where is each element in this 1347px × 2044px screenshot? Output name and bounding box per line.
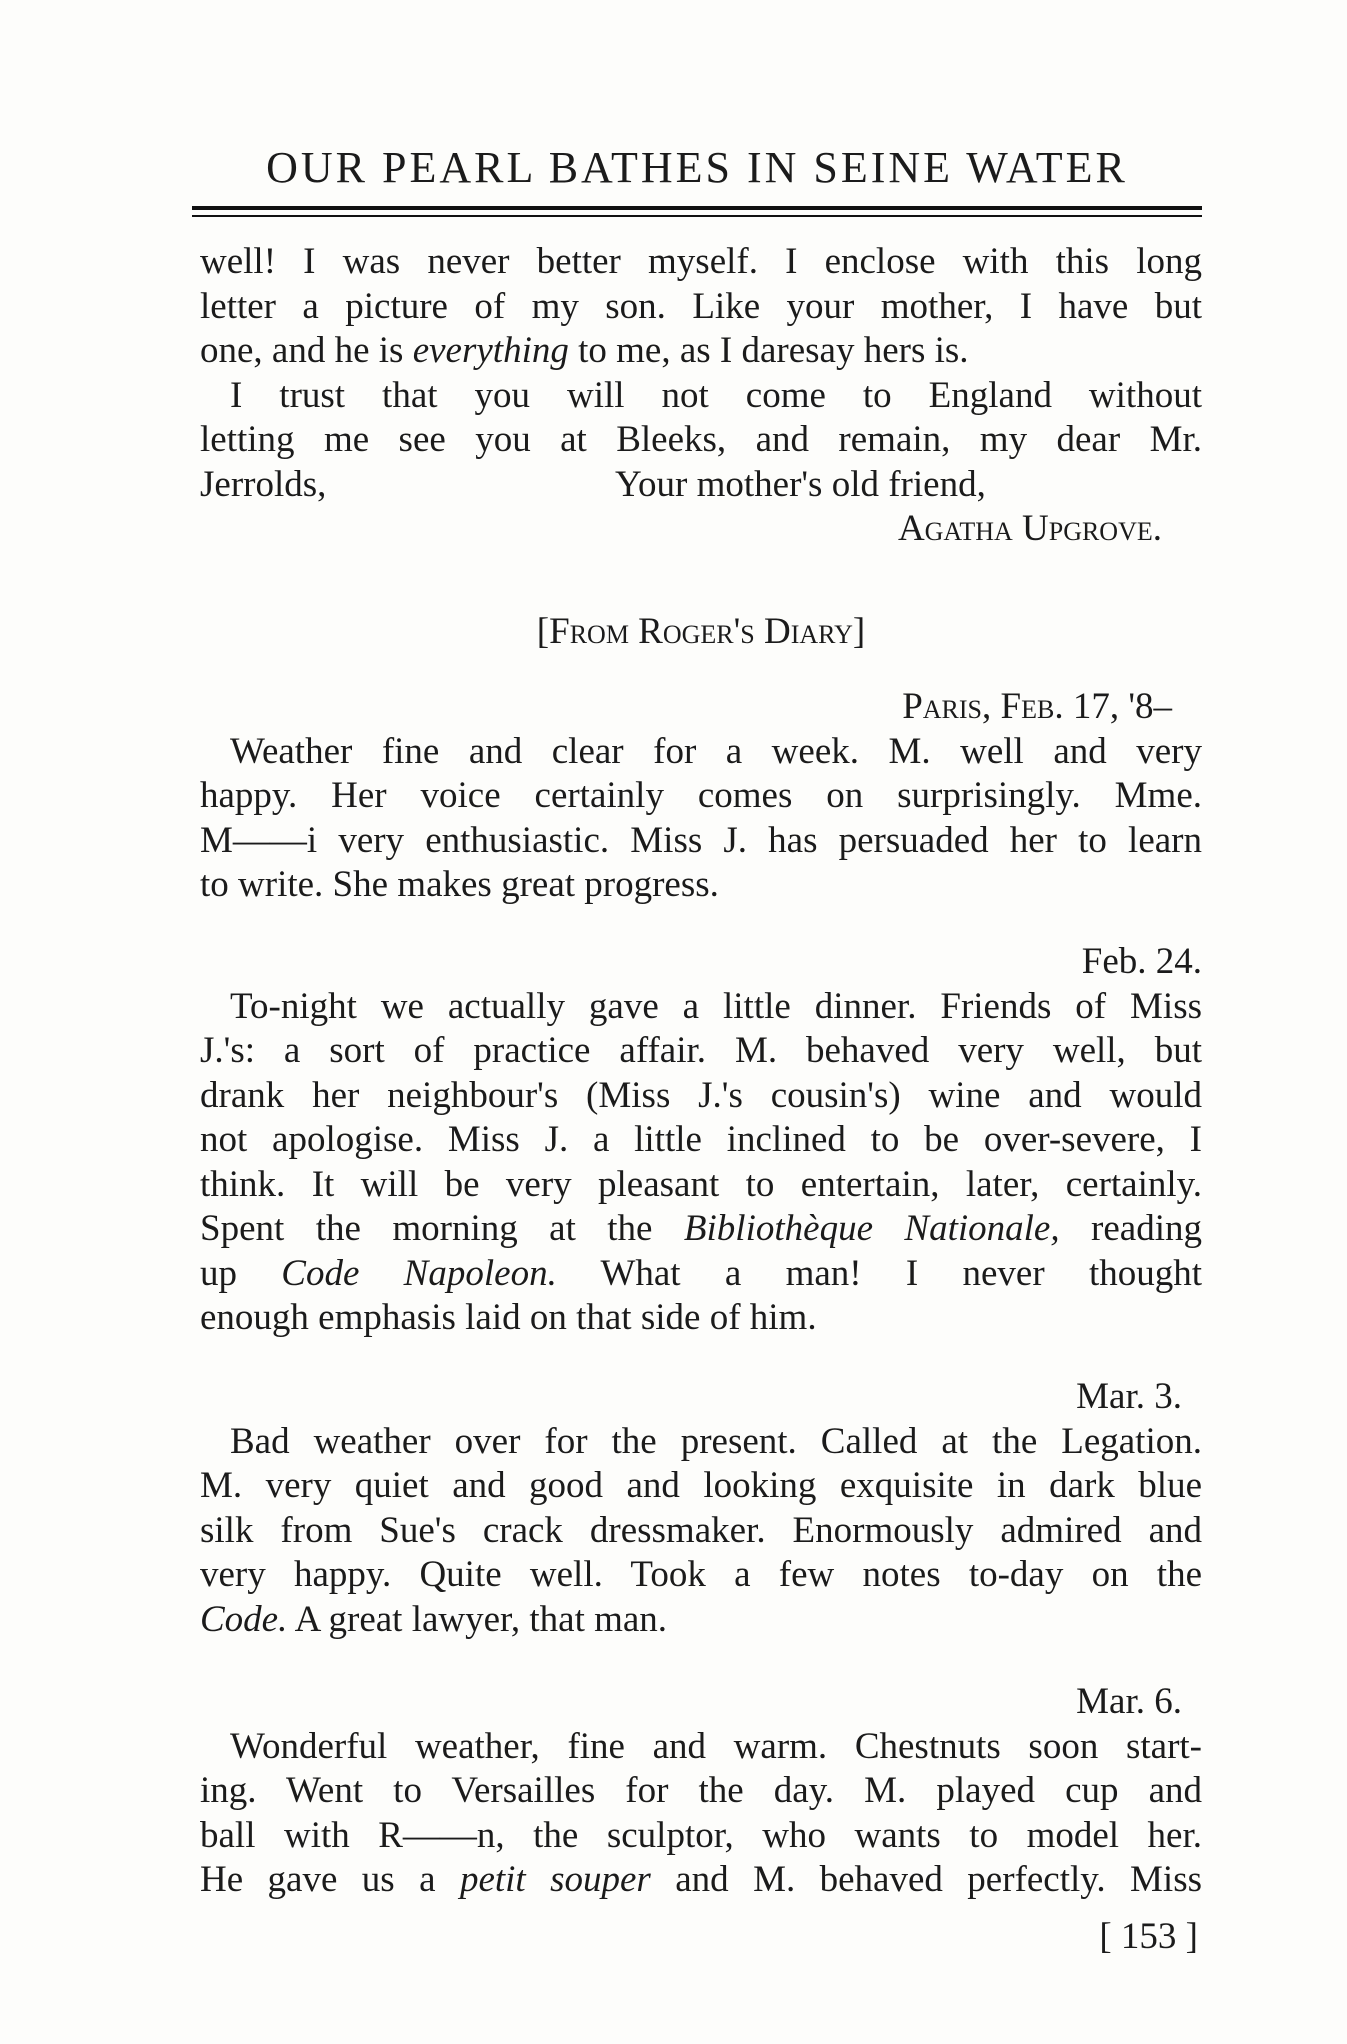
- entry-date: Mar. 3.: [1076, 1376, 1182, 1417]
- letter-body: [200, 240, 1202, 552]
- emphasis: Code.: [200, 1598, 288, 1640]
- running-head: OUR PEARL BATHES IN SEINE WATER: [266, 143, 1128, 192]
- entry-date: Feb. 24.: [1081, 941, 1202, 982]
- text-line: not apologise. Miss J. a little inclined to be over-severe, I: [200, 1119, 1202, 1160]
- emphasis: Code Napoleon.: [281, 1252, 557, 1294]
- text-line: very happy. Quite well. Took a few notes to-day on the: [200, 1554, 1202, 1595]
- diary-entry-feb17: [200, 685, 1202, 908]
- closing: Your mother's old friend,: [615, 463, 986, 505]
- text-line: letter a picture of my son. Like your mother, I have but: [200, 285, 1202, 327]
- text-line: ball with R——n, the sculptor, who wants to model her.: [200, 1814, 1202, 1856]
- text-line: He gave us a petit souper and M. behaved perfectly. Miss: [200, 1859, 1202, 1900]
- text-line: happy. Her voice certainly comes on surprisingly. Mme.: [200, 775, 1202, 816]
- text-line: well! I was never better myself. I enclose with this long: [200, 241, 1202, 282]
- diary-heading: [From Roger's Diary]: [536, 611, 866, 652]
- entry-date: Mar. 6.: [1076, 1681, 1182, 1722]
- text-line: to write. She makes great progress.: [200, 864, 719, 905]
- header-rule-thick: [192, 206, 1202, 210]
- diary-entry-feb24: [200, 940, 1202, 1341]
- emphasis: petit souper: [459, 1859, 651, 1900]
- text-line: enough emphasis laid on that side of him.: [200, 1297, 817, 1338]
- text-line: ing. Went to Versailles for the day. M. played cup and: [200, 1770, 1202, 1811]
- text-line: I trust that you will not come to England without: [230, 374, 1202, 416]
- text-line: M. very quiet and good and looking exquisite in dark blue: [200, 1465, 1202, 1506]
- text-line: [200, 463, 1202, 508]
- text-line: Weather fine and clear for a week. M. well and very: [230, 730, 1202, 772]
- diary-entry-mar3: [200, 1375, 1202, 1642]
- text-line: letting me see you at Bleeks, and remain, my dear Mr.: [200, 419, 1202, 460]
- text-line: To-night we actually gave a little dinner. Friends of Miss: [230, 985, 1202, 1027]
- text-line: Bad weather over for the present. Called at the Legation.: [230, 1420, 1202, 1462]
- text-line: one, and he is everything to me, as I daresay hers is.: [200, 330, 969, 371]
- page-number: [ 153 ]: [1099, 1916, 1198, 1957]
- text-line: think. It will be very pleasant to entertain, later, certainly.: [200, 1163, 1202, 1205]
- text-line: M——i very enthusiastic. Miss J. has persuaded her to learn: [200, 819, 1202, 861]
- emphasis: Bibliothèque Nationale,: [683, 1208, 1060, 1249]
- diary-entry-mar6: [200, 1680, 1202, 1903]
- text-line: silk from Sue's crack dressmaker. Enormously admired and: [200, 1509, 1202, 1551]
- salutation-name: Jerrolds,: [200, 463, 327, 505]
- text-line: J.'s: a sort of practice affair. M. behaved very well, but: [200, 1030, 1202, 1071]
- text-line: Wonderful weather, fine and warm. Chestnuts soon start-: [230, 1725, 1202, 1767]
- entry-date: Paris, Feb. 17, '8–: [902, 686, 1172, 727]
- text-line: Spent the morning at the Bibliothèque Nationale, reading: [200, 1208, 1202, 1249]
- emphasis: everything: [412, 330, 569, 371]
- text-line: up Code Napoleon. What a man! I never thought: [200, 1252, 1203, 1294]
- text-line: Code. A great lawyer, that man.: [200, 1598, 668, 1640]
- text-line: drank her neighbour's (Miss J.'s cousin's) wine and would: [200, 1074, 1202, 1116]
- signature: Agatha Upgrove.: [897, 508, 1162, 549]
- header-rule-thin: [192, 215, 1202, 217]
